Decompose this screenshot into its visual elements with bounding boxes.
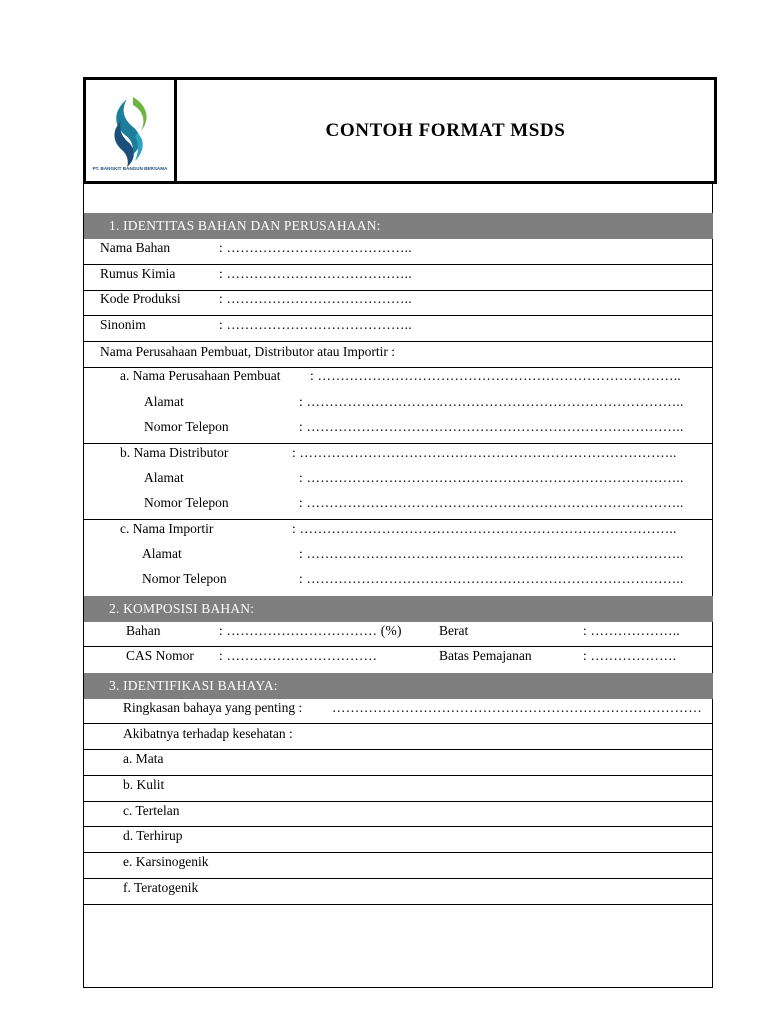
- bahan-label: Bahan: [126, 623, 161, 638]
- berat-label: Berat: [439, 623, 469, 638]
- row-divider: [84, 878, 713, 879]
- importer-phone-label: Nomor Telepon: [142, 571, 227, 586]
- distributor-label: b. Nama Distributor: [120, 445, 229, 460]
- batas-value: : ……………….: [583, 648, 677, 663]
- logo-cell: [86, 80, 177, 181]
- manufacturer-label: a. Nama Perusahaan Pembuat: [120, 368, 281, 383]
- field-value-nama-bahan: : …………………………………..: [219, 240, 412, 255]
- section-3-heading: 3. IDENTIFIKASI BAHAYA:: [84, 673, 713, 699]
- manufacturer-phone-label: Nomor Telepon: [144, 419, 229, 434]
- distributor-phone-label: Nomor Telepon: [144, 495, 229, 510]
- manufacturer-value: : ……………………………………………………………………..: [310, 368, 681, 383]
- field-value-rumus-kimia: : …………………………………..: [219, 266, 412, 281]
- row-divider: [84, 443, 713, 444]
- effect-item-karsinogenik: e. Karsinogenik: [123, 854, 209, 869]
- effect-label: Akibatnya terhadap kesehatan :: [123, 726, 293, 741]
- title-cell: [177, 80, 714, 181]
- effect-item-tertelan: c. Tertelan: [123, 803, 180, 818]
- effect-item-mata: a. Mata: [123, 751, 164, 766]
- summary-value: ………………………………………………………………………: [332, 700, 702, 715]
- row-divider: [84, 826, 713, 827]
- field-label-nama-bahan: Nama Bahan: [100, 240, 171, 255]
- importer-value: : ………………………………………………………………………..: [292, 521, 677, 536]
- row-divider: [84, 646, 713, 647]
- effect-item-teratogenik: f. Teratogenik: [123, 880, 199, 895]
- row-divider: [84, 264, 713, 265]
- distributor-phone-value: : ………………………………………………………………………..: [299, 495, 684, 510]
- bahan-value: : …………………………… (%): [219, 623, 402, 638]
- distributor-address-value: : ………………………………………………………………………..: [299, 470, 684, 485]
- field-label-rumus-kimia: Rumus Kimia: [100, 266, 176, 281]
- distributor-address-label: Alamat: [144, 470, 184, 485]
- importer-address-value: : ………………………………………………………………………..: [299, 546, 684, 561]
- row-divider: [84, 315, 713, 316]
- section-2-heading: 2. KOMPOSISI BAHAN:: [84, 596, 713, 622]
- importer-label: c. Nama Importir: [120, 521, 214, 536]
- batas-label: Batas Pemajanan: [439, 648, 532, 663]
- logo-flame-green: [133, 97, 147, 131]
- effect-item-kulit: b. Kulit: [123, 777, 165, 792]
- importer-phone-value: : ………………………………………………………………………..: [299, 571, 684, 586]
- section-1-heading: 1. IDENTITAS BAHAN DAN PERUSAHAAN:: [84, 213, 713, 239]
- field-label-sinonim: Sinonim: [100, 317, 146, 332]
- row-divider: [84, 519, 713, 520]
- row-divider: [84, 801, 713, 802]
- summary-label: Ringkasan bahaya yang penting :: [123, 700, 303, 715]
- company-intro: Nama Perusahaan Pembuat, Distributor atau Importir :: [100, 344, 396, 359]
- cas-value: : ……………………………: [219, 648, 378, 663]
- manufacturer-phone-value: : ………………………………………………………………………..: [299, 419, 684, 434]
- field-value-sinonim: : …………………………………..: [219, 317, 412, 332]
- field-label-kode-produksi: Kode Produksi: [100, 291, 181, 306]
- document-header: [83, 77, 717, 184]
- row-divider: [84, 749, 713, 750]
- row-divider: [84, 904, 713, 905]
- logo-text: PT. BANGKIT BANGUN BERSAMA: [92, 166, 168, 171]
- company-logo: [87, 81, 173, 179]
- effect-item-terhirup: d. Terhirup: [123, 828, 183, 843]
- manufacturer-address-value: : ………………………………………………………………………..: [299, 394, 684, 409]
- page-title: CONTOH FORMAT MSDS: [325, 119, 566, 141]
- distributor-value: : ………………………………………………………………………..: [292, 445, 677, 460]
- row-divider: [84, 775, 713, 776]
- row-divider: [84, 723, 713, 724]
- importer-address-label: Alamat: [142, 546, 182, 561]
- row-divider: [84, 341, 713, 342]
- field-value-kode-produksi: : …………………………………..: [219, 291, 412, 306]
- manufacturer-address-label: Alamat: [144, 394, 184, 409]
- berat-value: : ………………..: [583, 623, 680, 638]
- row-divider: [84, 852, 713, 853]
- cas-label: CAS Nomor: [126, 648, 194, 663]
